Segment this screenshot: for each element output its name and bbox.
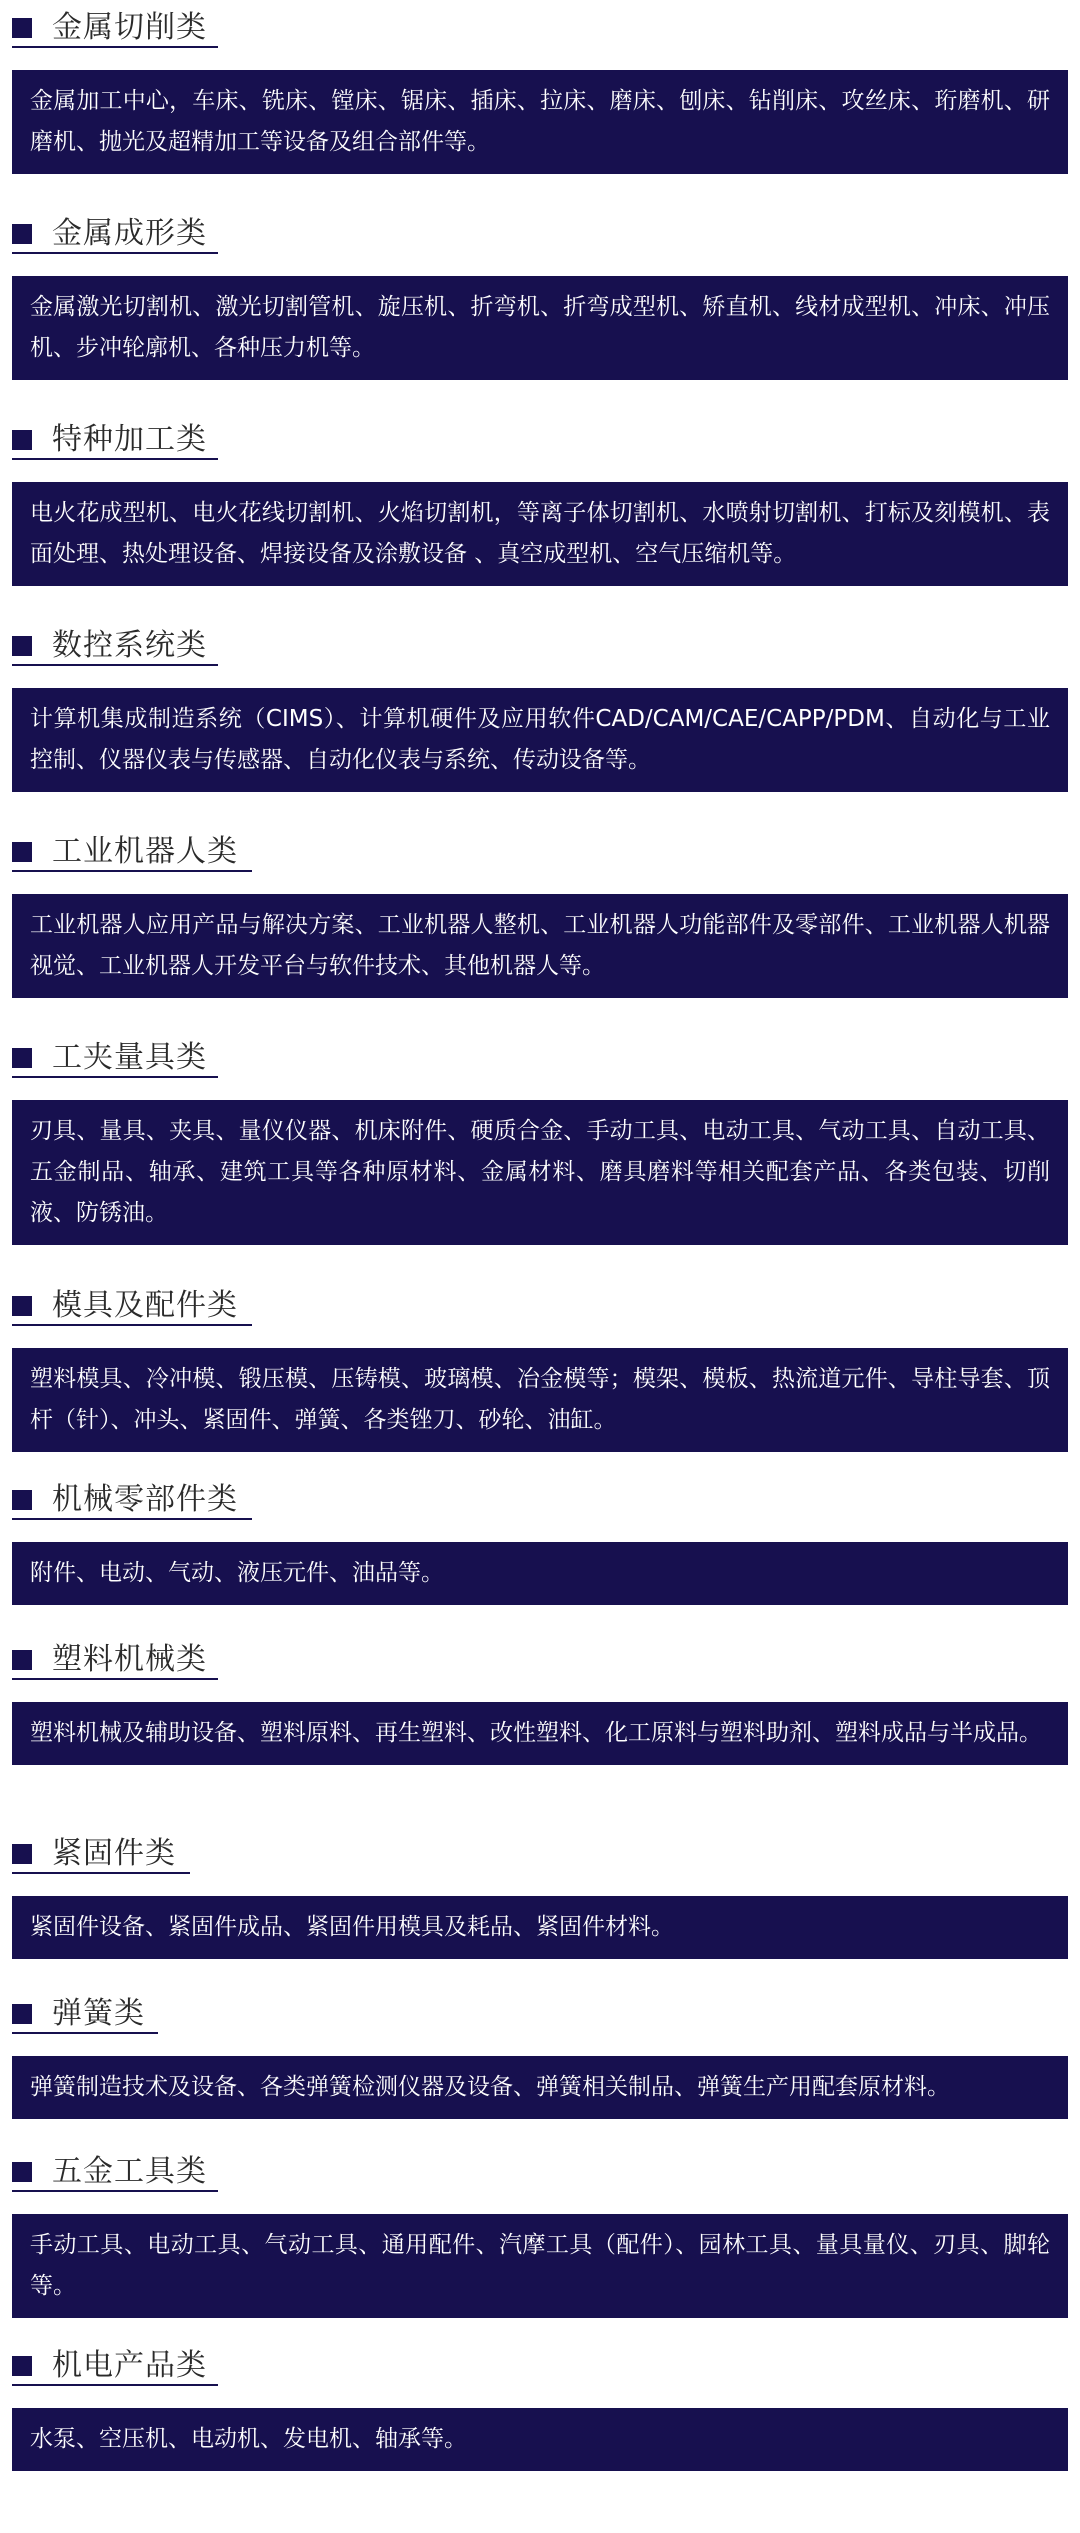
category-description: 附件、电动、气动、液压元件、油品等。 (12, 1542, 1068, 1605)
category-heading (12, 1472, 1068, 1528)
category-section (12, 2144, 1068, 2318)
heading-underline (12, 252, 218, 254)
category-title: 弹簧类 (52, 1996, 145, 2031)
category-section (12, 412, 1068, 586)
category-heading (12, 1632, 1068, 1688)
category-description: 金属激光切割机、激光切割管机、旋压机、折弯机、折弯成型机、矫直机、线材成型机、冲床、冲压机、步冲轮廓机、各种压力机等。 (12, 276, 1068, 380)
category-title: 特种加工类 (52, 422, 207, 457)
heading-underline (12, 1076, 218, 1078)
square-bullet-icon (12, 1650, 32, 1670)
category-section (12, 618, 1068, 792)
category-title: 工业机器人类 (52, 834, 238, 869)
heading-underline (12, 1678, 218, 1680)
category-title: 数控系统类 (52, 628, 207, 663)
heading-underline (12, 1518, 252, 1520)
square-bullet-icon (12, 430, 32, 450)
category-section (12, 206, 1068, 380)
category-description: 计算机集成制造系统（CIMS）、计算机硬件及应用软件CAD/CAM/CAE/CAPP/PDM、自动化与工业控制、仪器仪表与传感器、自动化仪表与系统、传动设备等。 (12, 688, 1068, 792)
category-description: 塑料模具、冷冲模、锻压模、压铸模、玻璃模、冶金模等；模架、模板、热流道元件、导柱导套、顶杆（针）、冲头、紧固件、弹簧、各类锉刀、砂轮、油缸。 (12, 1348, 1068, 1452)
category-title: 机电产品类 (52, 2348, 207, 2383)
category-section (12, 824, 1068, 998)
square-bullet-icon (12, 1048, 32, 1068)
category-description: 弹簧制造技术及设备、各类弹簧检测仪器及设备、弹簧相关制品、弹簧生产用配套原材料。 (12, 2056, 1068, 2119)
heading-underline (12, 2032, 158, 2034)
category-description: 工业机器人应用产品与解决方案、工业机器人整机、工业机器人功能部件及零部件、工业机器人机器视觉、工业机器人开发平台与软件技术、其他机器人等。 (12, 894, 1068, 998)
heading-underline (12, 2384, 218, 2386)
category-title: 紧固件类 (52, 1836, 176, 1871)
category-section (12, 2338, 1068, 2471)
category-heading (12, 1826, 1068, 1882)
category-section (12, 1278, 1068, 1452)
category-section (12, 1986, 1068, 2119)
square-bullet-icon (12, 2162, 32, 2182)
square-bullet-icon (12, 2356, 32, 2376)
heading-underline (12, 2190, 218, 2192)
square-bullet-icon (12, 1490, 32, 1510)
category-description: 电火花成型机、电火花线切割机、火焰切割机，等离子体切割机、水喷射切割机、打标及刻模机、表面处理、热处理设备、焊接设备及涂敷设备 、真空成型机、空气压缩机等。 (12, 482, 1068, 586)
heading-underline (12, 1324, 252, 1326)
category-description: 水泵、空压机、电动机、发电机、轴承等。 (12, 2408, 1068, 2471)
category-heading (12, 1278, 1068, 1334)
heading-underline (12, 46, 218, 48)
category-heading (12, 1986, 1068, 2042)
square-bullet-icon (12, 636, 32, 656)
category-description: 塑料机械及辅助设备、塑料原料、再生塑料、改性塑料、化工原料与塑料助剂、塑料成品与半成品。 (12, 1702, 1068, 1765)
category-heading (12, 618, 1068, 674)
category-title: 塑料机械类 (52, 1642, 207, 1677)
heading-underline (12, 1872, 190, 1874)
heading-underline (12, 870, 252, 872)
category-section (12, 1826, 1068, 1959)
category-heading (12, 0, 1068, 56)
category-section (12, 1030, 1068, 1245)
category-section (12, 1632, 1068, 1765)
category-heading (12, 1030, 1068, 1086)
square-bullet-icon (12, 1844, 32, 1864)
square-bullet-icon (12, 18, 32, 38)
category-description: 刃具、量具、夹具、量仪仪器、机床附件、硬质合金、手动工具、电动工具、气动工具、自动工具、五金制品、轴承、建筑工具等各种原材料、金属材料、磨具磨料等相关配套产品、各类包装、切削液、防锈油。 (12, 1100, 1068, 1245)
category-heading (12, 206, 1068, 262)
category-heading (12, 412, 1068, 468)
category-title: 工夹量具类 (52, 1040, 207, 1075)
category-description: 手动工具、电动工具、气动工具、通用配件、汽摩工具（配件）、园林工具、量具量仪、刃具、脚轮等。 (12, 2214, 1068, 2318)
square-bullet-icon (12, 842, 32, 862)
heading-underline (12, 664, 218, 666)
category-title: 机械零部件类 (52, 1482, 238, 1517)
square-bullet-icon (12, 224, 32, 244)
category-title: 金属切削类 (52, 10, 207, 45)
category-section (12, 1472, 1068, 1605)
category-description: 金属加工中心，车床、铣床、镗床、锯床、插床、拉床、磨床、刨床、钻削床、攻丝床、珩磨机、研磨机、抛光及超精加工等设备及组合部件等。 (12, 70, 1068, 174)
heading-underline (12, 458, 218, 460)
square-bullet-icon (12, 1296, 32, 1316)
category-heading (12, 824, 1068, 880)
category-title: 模具及配件类 (52, 1288, 238, 1323)
category-heading (12, 2338, 1068, 2394)
category-description: 紧固件设备、紧固件成品、紧固件用模具及耗品、紧固件材料。 (12, 1896, 1068, 1959)
category-section (12, 0, 1068, 174)
category-heading (12, 2144, 1068, 2200)
category-title: 金属成形类 (52, 216, 207, 251)
square-bullet-icon (12, 2004, 32, 2024)
category-title: 五金工具类 (52, 2154, 207, 2189)
